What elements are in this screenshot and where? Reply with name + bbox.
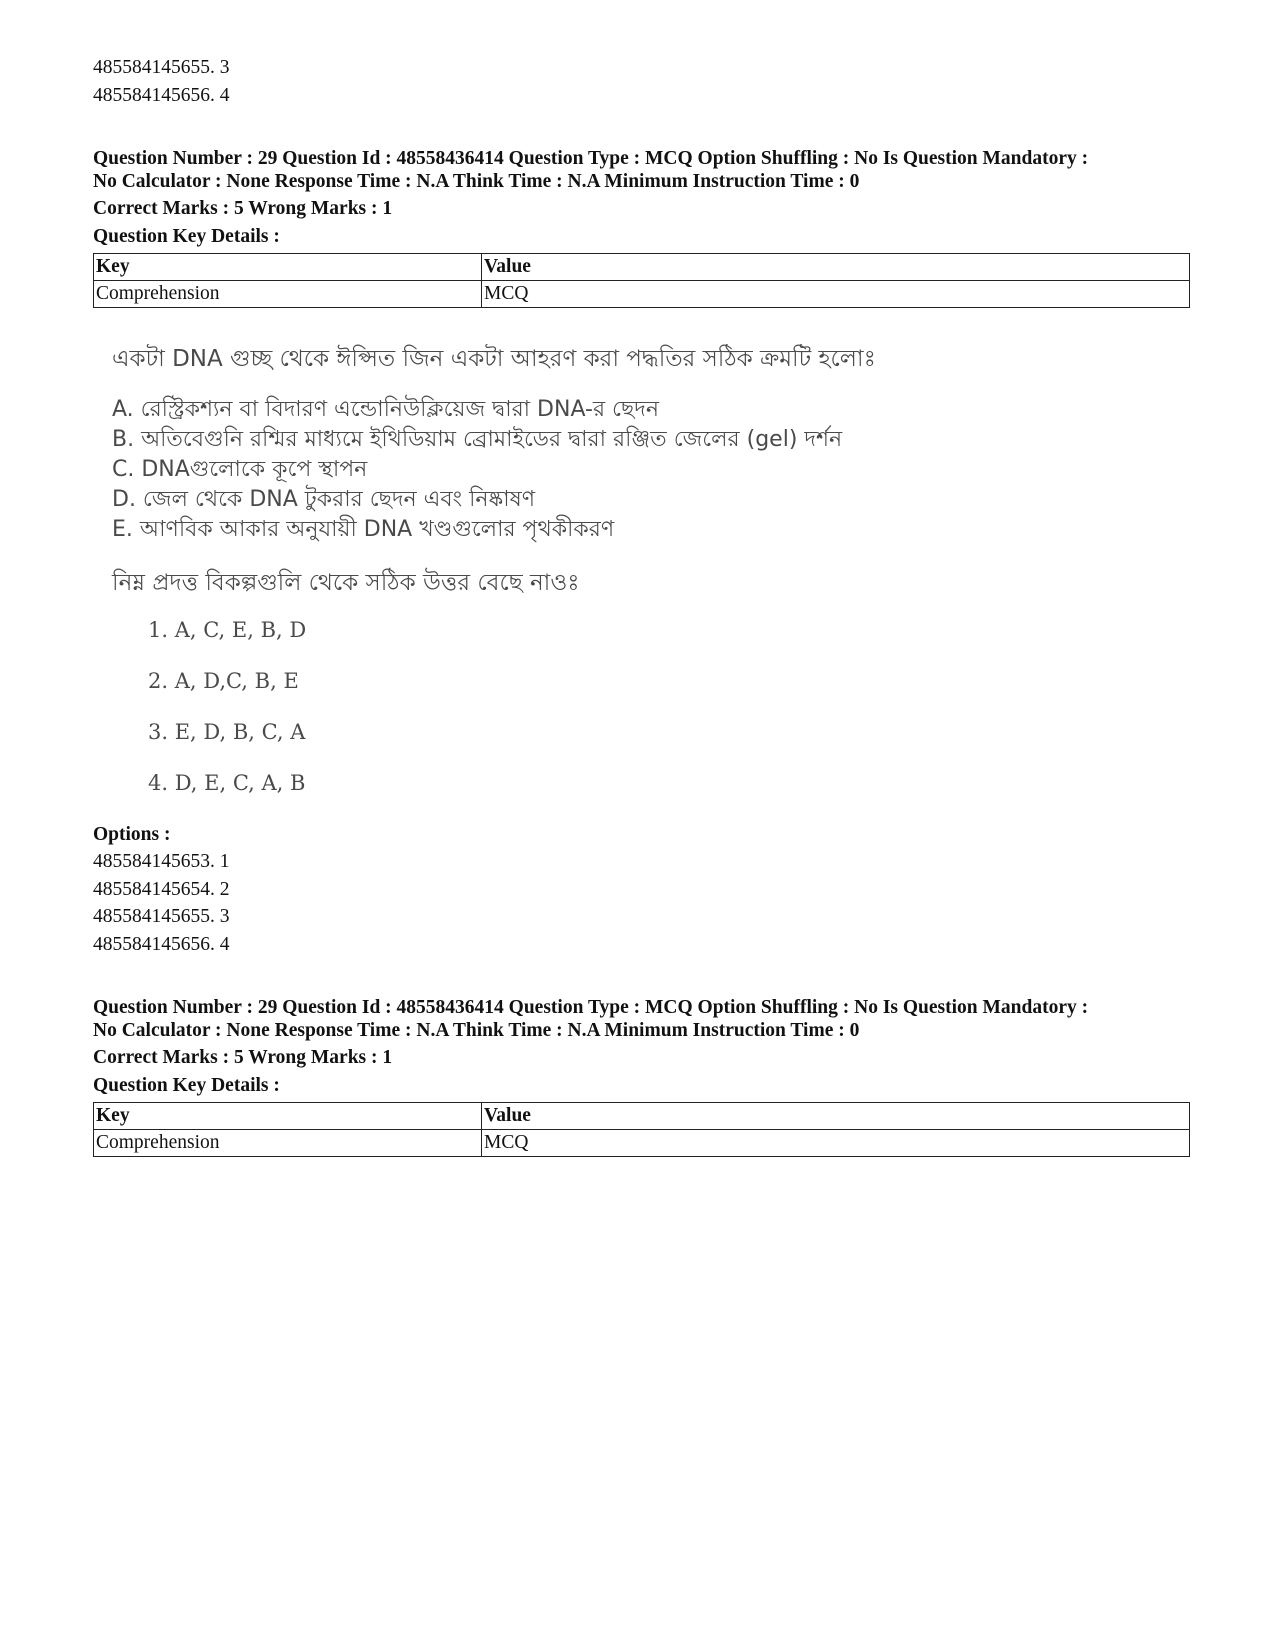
option-line: 485584145653. 1 [93,851,230,872]
key-details-label: Question Key Details : [93,226,280,247]
option-line: 485584145656. 4 [93,934,230,955]
table-cell-value: MCQ [482,281,1190,308]
table-header-value: Value [482,254,1190,281]
choice-2: 2. A, D,C, B, E [148,669,299,693]
table-header-key: Key [94,1103,482,1130]
statement-e: E. আণবিক আকার অনুযায়ী DNA খণ্ডগুলোর পৃথকীকরণ [112,517,615,542]
question-meta-line1: Question Number : 29 Question Id : 48558436414 Question Type : MCQ Option Shuffling : No Is Question Mandatory : [93,997,1089,1018]
table-cell-value: MCQ [482,1130,1190,1157]
option-line: 485584145654. 2 [93,879,230,900]
table-cell-key: Comprehension [94,1130,482,1157]
question-instruction: নিম্ন প্রদত্ত বিকল্পগুলি থেকে সঠিক উত্তর বেছে নাওঃ [112,570,580,596]
key-details-label: Question Key Details : [93,1075,280,1096]
question-meta-line2: No Calculator : None Response Time : N.A Think Time : N.A Minimum Instruction Time : 0 [93,171,860,192]
option-line: 485584145655. 3 [93,57,230,78]
marks-line: Correct Marks : 5 Wrong Marks : 1 [93,1047,393,1068]
statement-a: A. রেস্ট্রিকশ্যন বা বিদারণ এন্ডোনিউক্লিয়েজ দ্বারা DNA-র ছেদন [112,397,659,422]
statement-c: C. DNAগুলোকে কূপে স্থাপন [112,457,368,482]
question-meta-line1: Question Number : 29 Question Id : 48558436414 Question Type : MCQ Option Shuffling : No Is Question Mandatory : [93,148,1089,169]
statement-b: B. অতিবেগুনি রশ্মির মাধ্যমে ইথিডিয়াম ব্রোমাইডের দ্বারা রঞ্জিত জেলের (gel) দর্শন [112,427,843,452]
option-line: 485584145656. 4 [93,85,230,106]
options-label: Options : [93,824,171,845]
question-image [112,348,972,848]
statement-d: D. জেল থেকে DNA টুকরার ছেদন এবং নিষ্কাষণ [112,487,536,512]
table-header-key: Key [94,254,482,281]
choice-1: 1. A, C, E, B, D [148,618,307,642]
option-line: 485584145655. 3 [93,906,230,927]
choice-4: 4. D, E, C, A, B [148,771,306,795]
table-cell-key: Comprehension [94,281,482,308]
marks-line: Correct Marks : 5 Wrong Marks : 1 [93,198,393,219]
choice-3: 3. E, D, B, C, A [148,720,306,744]
table-header-value: Value [482,1103,1190,1130]
key-details-table [93,253,1190,308]
question-stem: একটা DNA গুচ্ছ থেকে ঈপ্সিত জিন একটা আহরণ করা পদ্ধতির সঠিক ক্রমটি হলোঃ [112,346,876,372]
key-details-table [93,1102,1190,1157]
question-meta-line2: No Calculator : None Response Time : N.A Think Time : N.A Minimum Instruction Time : 0 [93,1020,860,1041]
